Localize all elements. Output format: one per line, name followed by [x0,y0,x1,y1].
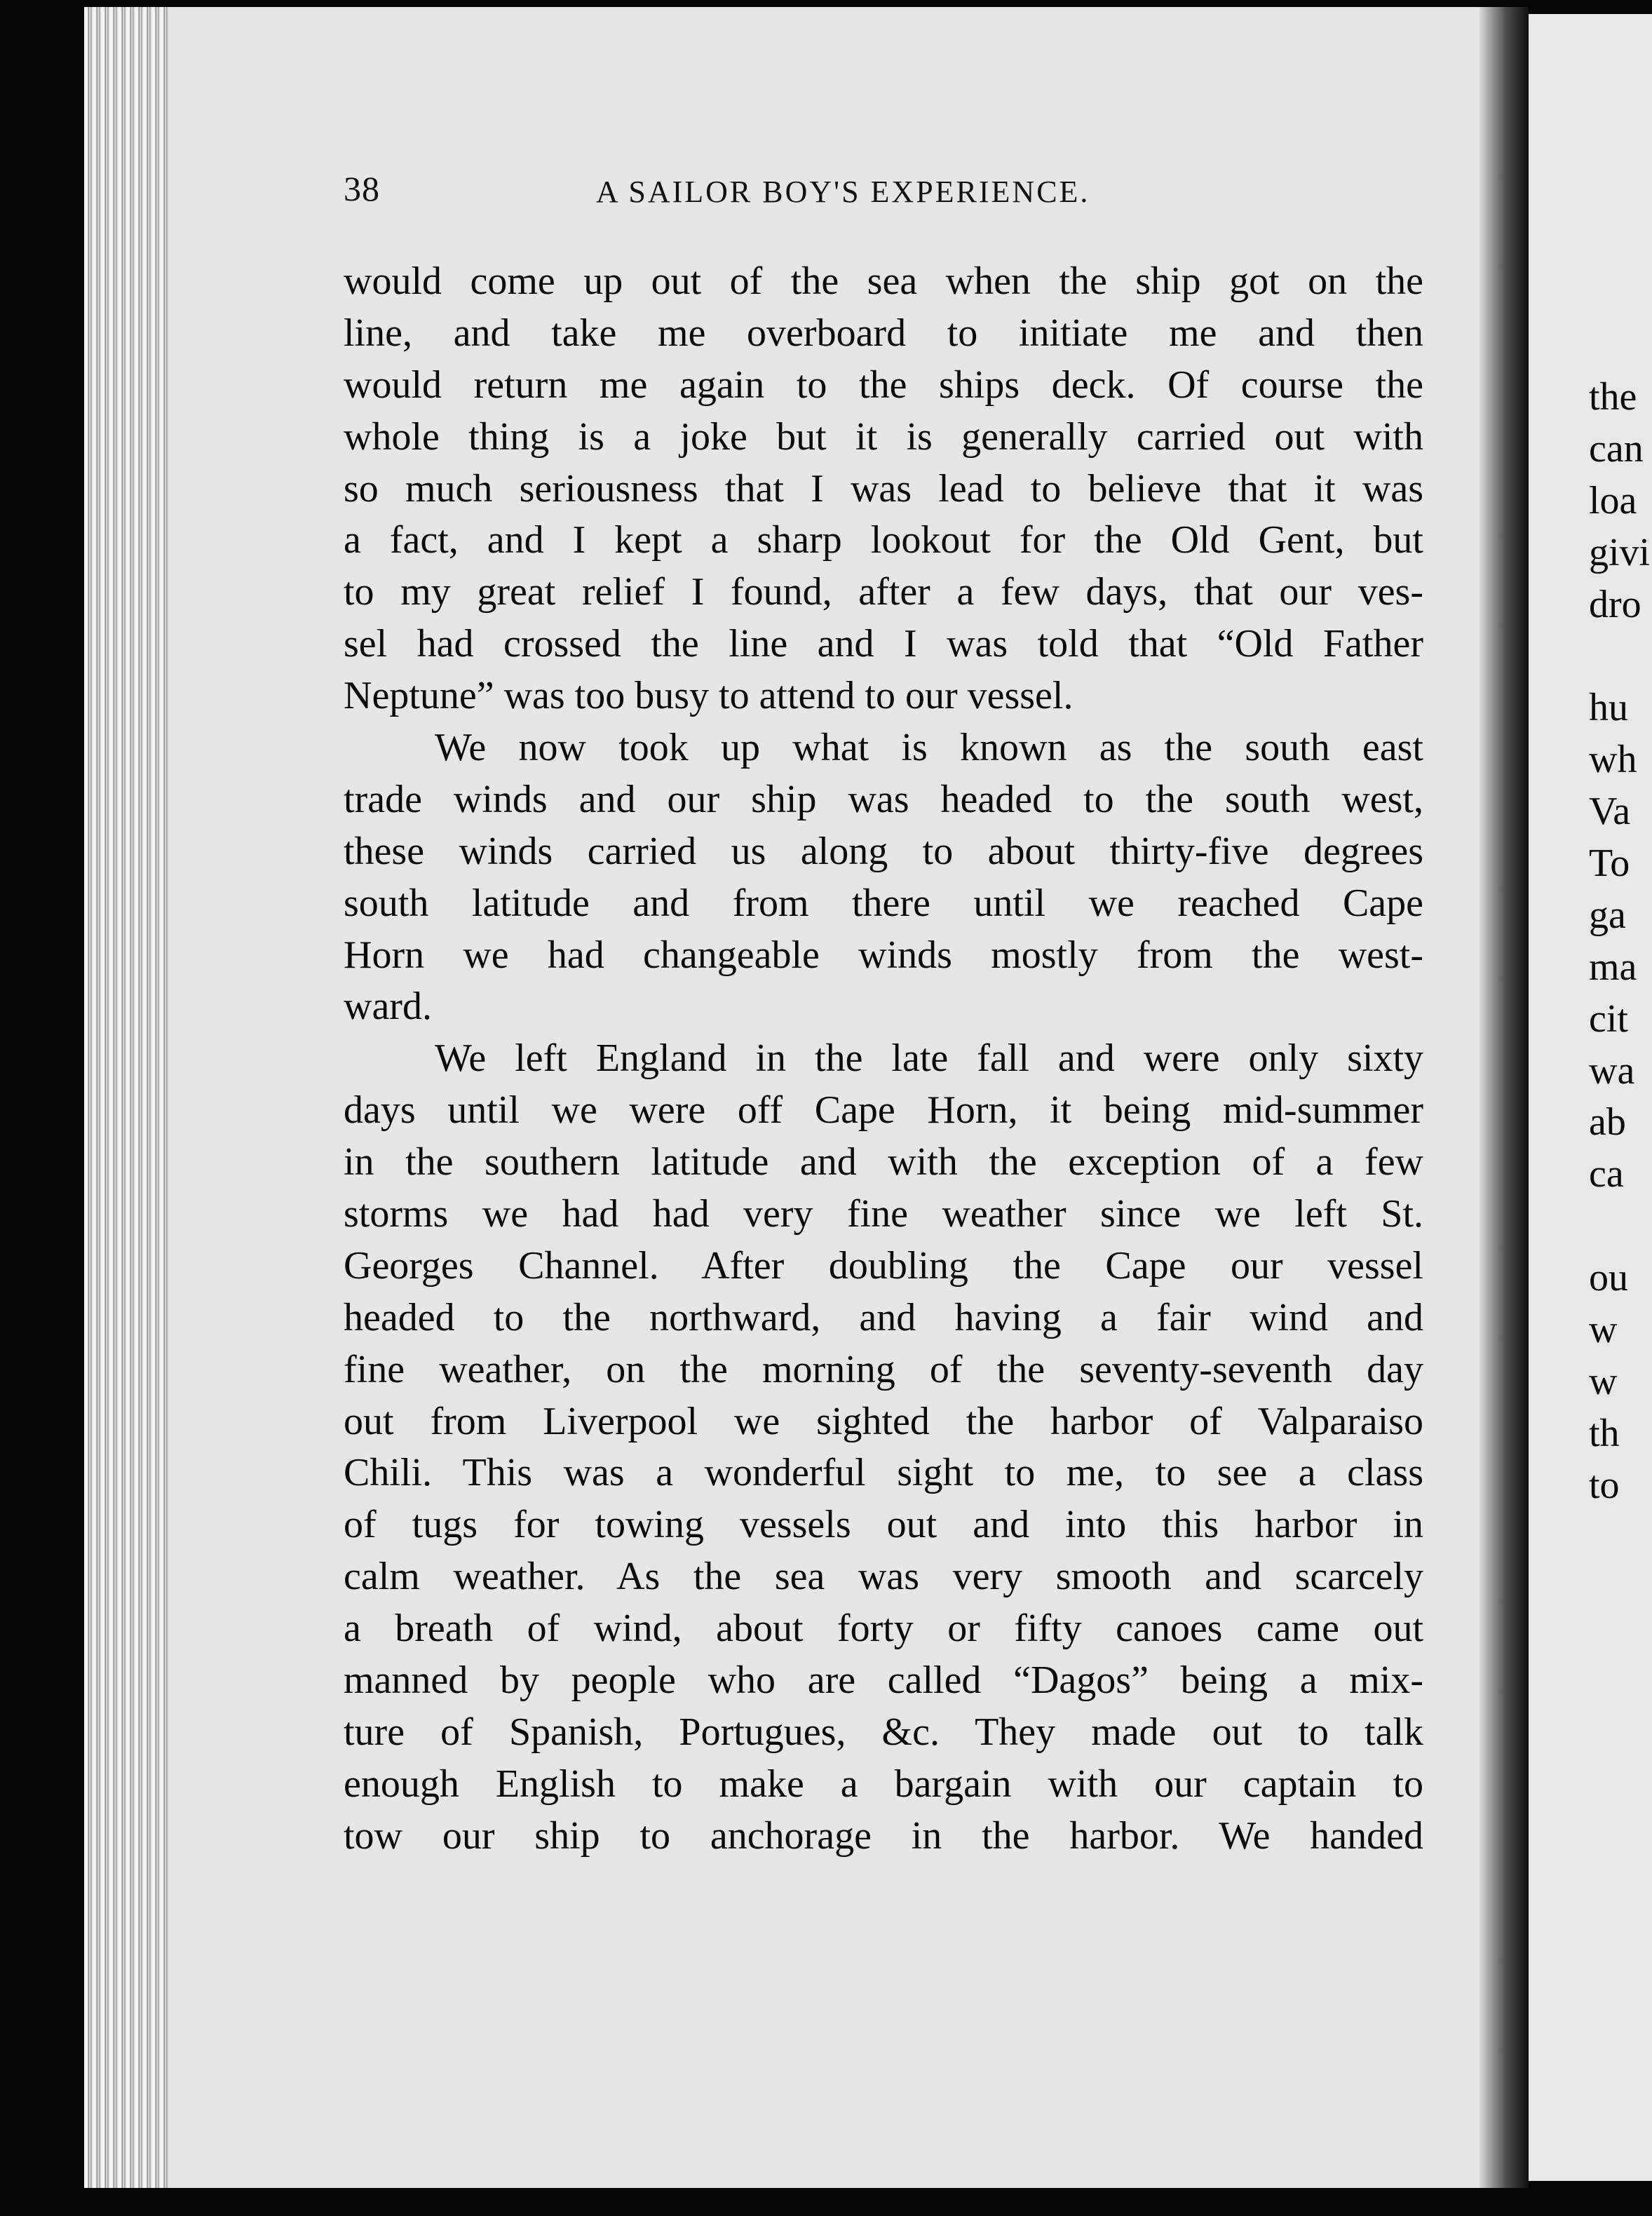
text-fragment: th [1589,1411,1620,1455]
text-line: ward. [344,985,432,1029]
text-line: Georges Channel. After doubling the Cape our vessel [344,1243,1423,1288]
text-line: Neptune” was too busy to attend to our vessel. [344,674,1074,718]
text-line: enough English to make a bargain with our captain to [344,1762,1423,1806]
text-line: trade winds and our ship was headed to the south west, [344,777,1423,821]
text-line: would return me again to the ships deck. Of course the [344,363,1423,407]
text-line: would come up out of the sea when the ship got on the [344,259,1423,303]
text-fragment: wa [1589,1048,1635,1093]
running-head: A SAILOR BOY'S EXPERIENCE. [596,175,1090,209]
body-text [344,256,1423,1863]
text-fragment: ca [1589,1152,1624,1196]
page-number: 38 [344,169,380,208]
text-fragment: givi [1589,530,1651,574]
text-fragment: hu [1589,686,1628,730]
text-fragment: loa [1589,478,1637,522]
text-line: headed to the northward, and having a fair wind and [344,1295,1423,1339]
right-page [1529,14,1652,2181]
text-line: of tugs for towing vessels out and into this harbor in [344,1503,1423,1547]
text-line: so much seriousness that I was lead to believe that it was [344,466,1423,511]
text-fragment: to [1589,1463,1620,1507]
text-line: sel had crossed the line and I was told that “Old Father [344,622,1423,666]
page-edges [84,7,175,2188]
text-line: line, and take me overboard to initiate me and then [344,311,1423,355]
text-fragment: the [1589,375,1637,419]
text-fragment: ab [1589,1100,1626,1144]
text-line: calm weather. As the sea was very smooth and scarcely [344,1555,1423,1599]
text-fragment: ma [1589,945,1637,989]
gutter-shadow [1480,7,1529,2188]
text-line: We left England in the late fall and were only sixty [435,1036,1423,1081]
text-fragment [1589,630,1652,682]
text-fragment [1589,1201,1652,1252]
text-line: tow our ship to anchorage in the harbor. We handed [344,1813,1423,1858]
text-fragment: can [1589,426,1644,471]
text-fragment: wh [1589,738,1637,782]
text-line: south latitude and from there until we reached Cape [344,881,1423,925]
text-line: Chili. This was a wonderful sight to me, to see a class [344,1451,1423,1495]
text-line: We now took up what is known as the south east [435,726,1423,770]
text-fragment: w [1589,1359,1618,1403]
text-line: whole thing is a joke but it is generally carried out with [344,414,1423,459]
page-header [344,168,1437,224]
text-line: in the southern latitude and with the exception of a few [344,1140,1423,1184]
text-line: to my great relief I found, after a few days, that our ves- [344,570,1423,614]
right-page-text [1589,372,1652,1512]
text-fragment: To [1589,842,1630,886]
text-fragment: Va [1589,790,1631,834]
text-fragment: ou [1589,1256,1628,1300]
text-line: manned by people who are called “Dagos” being a mix- [344,1658,1423,1703]
text-line: ture of Spanish, Portugues, &c. They made out to talk [344,1710,1423,1754]
text-fragment: dro [1589,582,1641,626]
text-line: out from Liverpool we sighted the harbor of Valparaiso [344,1399,1423,1443]
text-line: a fact, and I kept a sharp lookout for the Old Gent, but [344,518,1423,562]
text-fragment: w [1589,1308,1618,1352]
text-fragment: cit [1589,996,1628,1041]
text-fragment: ga [1589,893,1626,937]
text-line: these winds carried us along to about thirty-five degrees [344,829,1423,873]
text-line: Horn we had changeable winds mostly from the west- [344,933,1423,977]
text-line: fine weather, on the morning of the seventy-seventh day [344,1347,1423,1391]
text-line: days until we were off Cape Horn, it being mid-summer [344,1088,1423,1133]
text-line: storms we had had very fine weather since we left St. [344,1192,1423,1236]
text-line: a breath of wind, about forty or fifty canoes came out [344,1607,1423,1651]
